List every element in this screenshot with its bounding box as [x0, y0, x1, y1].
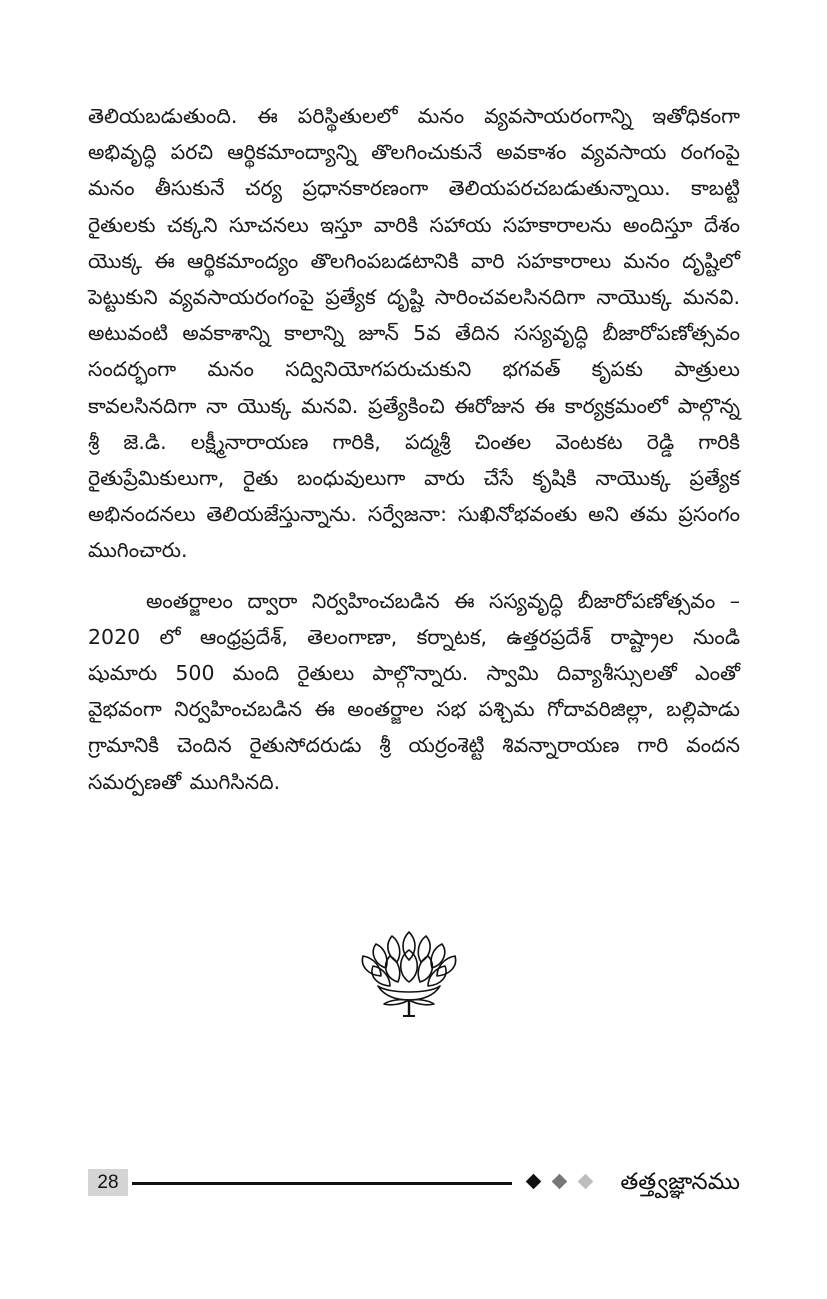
- diamond-icon: [552, 1174, 568, 1190]
- footer-rule: [132, 1182, 512, 1185]
- page-footer: [88, 1166, 740, 1200]
- lotus-icon: [354, 924, 464, 1020]
- body-paragraph-1: తెలియబడుతుంది. ఈ పరిస్థితులలో మనం వ్యవసాయరంగాన్ని ఇతోధికంగా అభివృద్ధి పరచి ఆర్థికమాంద్యాన్ని తొలగించుకునే అవకాశం వ్యవసాయ రంగంపై మనం తీసుకునే చర్య ప్రధానకారణంగా తెలియపరచబడుతున్నాయి. కాబట్టి రైతులకు చక్కని సూచనలు ఇస్తూ వారికి సహాయ సహకారాలను అందిస్తూ దేశం యొక్క ఈ ఆర్థికమాంద్యం తొలగింపబడటానికి వారి సహకారాలు మనం దృష్టిలో పెట్టుకుని వ్యవసాయరంగంపై ప్రత్యేక దృష్టి సారించవలసినదిగా నాయొక్క మనవి. అటువంటి అవకాశాన్ని కాలాన్ని జూన్ 5వ తేదిన సస్యవృద్ధి బీజారోపణోత్సవం సందర్భంగా మనం సద్వినియోగపరుచుకుని భగవత్ కృపకు పాత్రులు కావలసినదిగా నా యొక్క మనవి. ప్రత్యేకించి ఈరోజున ఈ కార్యక్రమంలో పాల్గొన్న శ్రీ జె.డి. లక్ష్మీనారాయణ గారికి, పద్మశ్రీ చింతల వెంటకట రెడ్డి గారికి రైతుప్రేమికులుగా, రైతు బంధువులుగా వారు చేసే కృషికి నాయొక్క ప్రత్యేక అభినందనలు తెలియజేస్తున్నాను. సర్వేజనా: సుఖినోభవంతు అని తమ ప్రసంగం ముగించారు.: [88, 104, 741, 563]
- body-paragraph-2: అంతర్జాలం ద్వారా నిర్వహించబడిన ఈ సస్యవృద్ధి బీజారోపణోత్సవం – 2020 లో ఆంధ్రప్రదేశ్, తెలంగాణా, కర్నాటక, ఉత్తరప్రదేశ్ రాష్ట్రాల నుండి షుమారు 500 మంది రైతులు పాల్గొన్నారు. స్వామి దివ్యాశీస్సులతో ఎంతో వైభవంగా నిర్వహించబడిన ఈ అంతర్జాల సభ పశ్చిమ గోదావరిజిల్లా, బల్లిపాడు గ్రామానికి చెందిన రైతుసోదరుడు శ్రీ యర్రంశెట్టి శివన్నారాయణ గారి వందన సమర్పణతో ముగిసినది.: [88, 588, 740, 794]
- page-body: [88, 98, 740, 800]
- diamond-icon: [578, 1174, 594, 1190]
- page-number: 28: [88, 1169, 128, 1196]
- diamond-icon: [526, 1174, 542, 1190]
- running-title: తత్త్వజ్ఞానము: [620, 1169, 740, 1195]
